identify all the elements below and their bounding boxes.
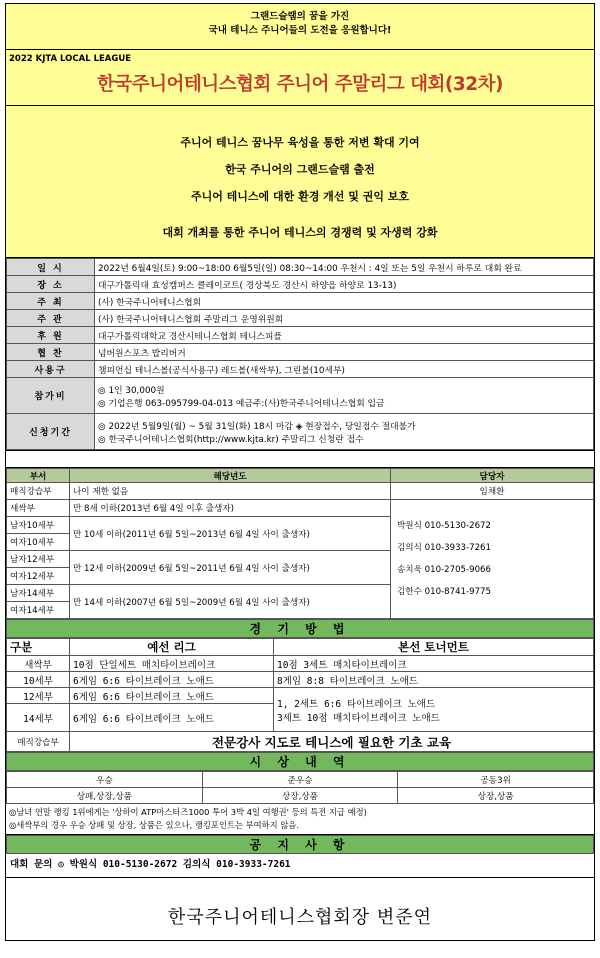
ball-value: 챔피언십 테니스볼(공식사용구) 레드볼(새싹부), 그린볼(10세부) [95,361,594,378]
host-label: 주 최 [7,293,95,310]
contact-item: 김의식 010-3933-7261 [397,543,491,553]
contact-item: 김한수 010-8741-9775 [397,587,491,597]
division-name: 여자14세부 [7,602,70,619]
apply-site: ◎ 한국주니어테니스협회(http://www.kjta.kr) 주말리그 신청란 접수 [98,434,364,445]
match-final [274,688,594,732]
goal-item: 주니어 테니스 꿈나무 육성을 통한 저변 확대 기여 [180,136,420,149]
division-year: 만 8세 이하(2013년 6월 4일 이후 출생자) [70,500,391,517]
division-name: 남자12세부 [7,551,70,568]
match-prelim: 10점 단일세트 매치타이브레이크 [70,656,274,672]
fee-label: 참가비 [7,378,95,414]
apply-period: ◎ 2022년 5월9일(월) ~ 5월 31일(화) 18시 마감 ◈ 현장접수, 당일접수 절대불가 [98,421,416,432]
poster [5,3,595,941]
match-prelim: 6게임 6:6 타이브레이크 노애드 [70,704,274,732]
prize-note: ◎남녀 연말 랭킹 1위에게는 '상하이 ATP마스터즈1000 투어 3박 4일 여행권' 등의 특전 지급 예정) [9,807,367,817]
match-final: 10점 3세트 매치타이브레이크 [274,656,594,672]
prize-value: 상장,상품 [398,788,594,804]
goal-item: 한국 주니어의 그랜드슬램 출전 [225,163,375,176]
organizer-value: (사) 한국주니어테니스협회 주말리그 운영위원회 [95,310,594,327]
contact-item: 송치욱 010-2705-9066 [397,565,491,575]
header-line-2: 국내 테니스 주니어들의 도전을 응원합니다! [208,25,392,36]
prize-table [6,771,594,804]
goals-section [6,106,594,258]
league-title: 한국주니어테니스협회 주니어 주말리그 대회(32차) [97,74,503,95]
division-year: 나이 제한 없음 [70,483,391,500]
date-label: 일 시 [7,259,95,276]
match-category: 12세부 [7,688,70,704]
prize-value: 상패,상장,상품 [7,788,203,804]
match-table [6,638,594,752]
organizer-label: 주 관 [7,310,95,327]
goal-item: 주니어 테니스에 대한 환경 개선 및 권익 보호 [190,190,410,203]
support-value: 넘버원스포츠 밥리버거 [95,344,594,361]
prize-head: 준우승 [202,772,398,788]
support-label: 협 찬 [7,344,95,361]
prize-head: 공동3위 [398,772,594,788]
header-banner [6,4,594,50]
division-name: 여자12세부 [7,568,70,585]
year-head: 해당년도 [70,469,391,483]
division-name: 매직강습부 [7,483,70,500]
magic-lesson-desc: 전문강사 지도로 테니스에 필요한 기초 교육 [70,732,594,752]
prize-note: ◎새싹부의 경우 우승 상패 및 상장, 상품은 있으나, 랭킹포인트는 부여하지 않음. [9,820,299,830]
match-final: 8게임 8:8 타이브레이크 노애드 [274,672,594,688]
venue-value: 대구가톨릭대 효성캠퍼스 클레이코트( 경상북도 경산시 하양읍 하양로 13-13) [95,276,594,293]
fee-value [95,378,594,414]
prize-head: 우승 [7,772,203,788]
prize-bar: 시 상 내 역 [6,752,594,771]
contact-list [391,500,594,619]
match-bar: 경 기 방 법 [6,619,594,638]
contact-item: 박원식 010-5130-2672 [397,521,491,531]
match-head-final: 본선 토너먼트 [274,639,594,656]
match-category: 10세부 [7,672,70,688]
header-line-1: 그랜드슬램의 꿈을 가진 [250,11,350,22]
apply-value [95,414,594,450]
league-banner [6,50,594,106]
division-name: 남자14세부 [7,585,70,602]
goal-item: 대회 개최를 통한 주니어 테니스의 경쟁력 및 자생력 강화 [162,226,438,239]
apply-label: 신청기간 [7,414,95,450]
match-prelim: 6게임 6:6 타이브레이크 노애드 [70,688,274,704]
division-head: 부서 [7,469,70,483]
ball-label: 사용구 [7,361,95,378]
division-year: 만 12세 이하(2009년 6월 5일~2011년 6월 4일 사이 출생자) [70,551,391,585]
prize-value: 상장,상품 [202,788,398,804]
divisions-table [6,468,594,619]
host-value: (사) 한국주니어테니스협회 [95,293,594,310]
league-subtitle: 2022 KJTA LOCAL LEAGUE [9,54,132,64]
match-final-line: 1, 2세트 6:6 타이브레이크 노애드 [277,698,436,710]
inquiry-line: 대회 문의 ◎ 박원식 010-5130-2672 김의식 010-3933-7261 [6,854,594,878]
match-category: 14세부 [7,704,70,732]
division-name: 남자10세부 [7,517,70,534]
sponsor-value: 대구가톨릭대학교 경산시테니스협회 테니스피플 [95,327,594,344]
spacer [6,450,594,468]
division-manager: 임채환 [391,483,594,500]
signature: 한국주니어테니스협회장 변준연 [167,907,433,928]
venue-label: 장 소 [7,276,95,293]
notice-bar: 공 지 사 항 [6,835,594,854]
manager-head: 담당자 [391,469,594,483]
fee-account: ◎ 기업은행 063-095799-04-013 예금주:(사)한국주니어테니스협회 입금 [98,398,385,409]
match-prelim: 6게임 6:6 타이브레이크 노애드 [70,672,274,688]
division-year: 만 10세 이하(2011년 6월 5일~2013년 6월 4일 사이 출생자) [70,517,391,551]
fee-amount: ◎ 1인 30,000원 [98,385,165,396]
match-head-category: 구분 [7,639,70,656]
prize-notes [6,804,594,835]
match-category: 매직강습부 [7,732,70,752]
date-value: 2022년 6월4일(토) 9:00~18:00 6월5일(일) 08:30~14:00 우천시 : 4일 또는 5일 우천시 하루로 대회 완료 [95,259,594,276]
info-table [6,258,594,450]
division-name: 여자10세부 [7,534,70,551]
division-name: 새싹부 [7,500,70,517]
match-category: 새싹부 [7,656,70,672]
sponsor-label: 후 원 [7,327,95,344]
match-head-prelim: 예선 리그 [70,639,274,656]
division-year: 만 14세 이하(2007년 6월 5일~2009년 6월 4일 사이 출생자) [70,585,391,619]
match-final-line: 3세트 10점 매치타이브레이크 노애드 [277,712,440,724]
